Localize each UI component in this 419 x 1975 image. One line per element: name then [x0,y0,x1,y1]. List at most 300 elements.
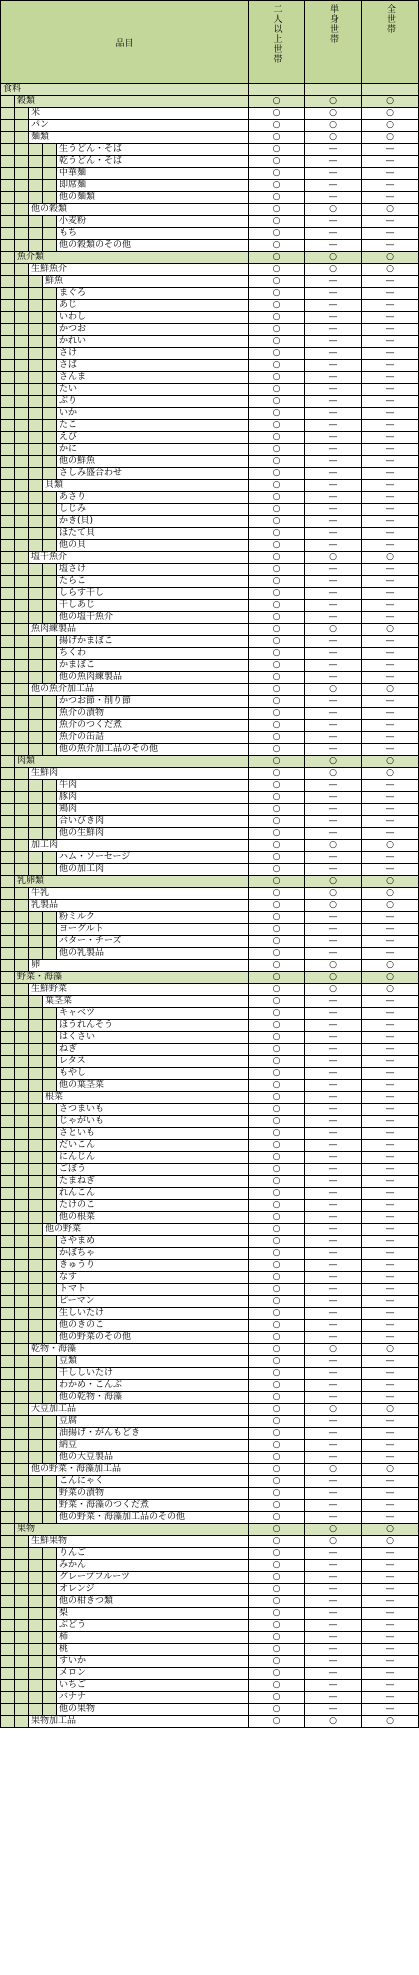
indent-cell [15,852,29,863]
indent-cell [15,588,29,599]
item-name-cell: わかめ・こんぶ [59,1380,123,1390]
item-cell [1,1644,249,1656]
table-row [1,1056,419,1068]
single-household-mark: — [305,396,362,408]
item-cell [1,780,249,792]
indent-cell [43,1428,57,1439]
indent-cell [15,1308,29,1319]
single-household-mark: — [305,1644,362,1656]
all-households-mark: — [362,372,419,384]
indent-cell [29,240,43,251]
all-households-mark: — [362,564,419,576]
two-plus-household-mark [249,84,305,96]
item-name-cell: 桃 [59,1644,69,1654]
item-name-cell: 他の葉茎菜 [59,1080,105,1090]
table-row [1,1152,419,1164]
indent-cell [15,456,29,467]
table-row [1,1500,419,1512]
two-plus-household-mark: ○ [249,1212,305,1224]
indent-cell [15,1224,29,1235]
single-household-mark: — [305,588,362,600]
indent-cell [43,408,57,419]
indent-cell [29,708,43,719]
indent-cell [29,672,43,683]
item-name-cell: 他の野菜・海藻加工品のその他 [59,1512,186,1522]
single-household-mark: — [305,456,362,468]
indent-cell [29,456,43,467]
indent-cell [15,288,29,299]
indent-cell [29,1308,43,1319]
all-households-mark: — [362,804,419,816]
table-row [1,1008,419,1020]
indent-cell [29,444,43,455]
all-households-mark: — [362,1596,419,1608]
table-row [1,792,419,804]
two-plus-household-mark: ○ [249,1128,305,1140]
two-plus-household-mark: ○ [249,408,305,420]
indent-cell [29,996,43,1007]
two-plus-household-mark: ○ [249,1032,305,1044]
all-households-mark: — [362,432,419,444]
indent-cell [15,1572,29,1583]
indent-cell [43,300,57,311]
table-row [1,1440,419,1452]
indent-cell [43,612,57,623]
two-plus-household-mark: ○ [249,1056,305,1068]
indent-cell [43,1272,57,1283]
two-plus-household-mark: ○ [249,252,305,264]
single-household-mark: — [305,1452,362,1464]
indent-cell [29,660,43,671]
indent-cell [1,1356,15,1367]
item-name-cell: もやし [59,1068,87,1078]
single-household-mark: — [305,1704,362,1716]
two-plus-household-mark: ○ [249,1548,305,1560]
all-households-mark: — [362,408,419,420]
item-cell [1,192,249,204]
item-cell [1,1620,249,1632]
item-name-cell: さけ [59,348,78,358]
two-plus-household-mark: ○ [249,228,305,240]
table-row [1,456,419,468]
table-row [1,396,419,408]
indent-cell [15,564,29,575]
item-name-cell: ぶどう [59,1620,87,1630]
all-households-mark: — [362,636,419,648]
table-row [1,1452,419,1464]
indent-cell [15,924,29,935]
indent-cell [15,1188,29,1199]
indent-cell [29,1188,43,1199]
item-name-cell: にんじん [59,1152,96,1162]
item-name-cell: じゃがいも [59,1116,105,1126]
single-household-mark: — [305,1080,362,1092]
indent-cell [43,1656,57,1667]
indent-cell [15,264,29,275]
indent-cell [43,816,57,827]
two-plus-household-mark: ○ [249,132,305,144]
indent-cell [43,1248,57,1259]
item-cell [1,1284,249,1296]
table-row [1,1296,419,1308]
indent-cell [15,480,29,491]
all-households-mark: — [362,1692,419,1704]
single-household-mark: — [305,1008,362,1020]
two-plus-household-mark: ○ [249,840,305,852]
item-name-cell: かつお [59,324,87,334]
single-household-mark: ○ [305,120,362,132]
table-row [1,972,419,984]
table-row [1,300,419,312]
table-row [1,552,419,564]
single-household-mark: — [305,1224,362,1236]
single-household-mark: — [305,648,362,660]
two-plus-household-mark: ○ [249,696,305,708]
indent-cell [15,1032,29,1043]
indent-cell [29,300,43,311]
item-name-cell: 肉類 [17,756,36,766]
two-plus-household-mark: ○ [249,108,305,120]
indent-cell [43,1632,57,1643]
table-row [1,816,419,828]
indent-cell [15,1284,29,1295]
all-households-mark: — [362,792,419,804]
indent-cell [1,1608,15,1619]
all-households-mark: — [362,1572,419,1584]
item-name-cell: 他の加工肉 [59,864,105,874]
item-cell [1,1656,249,1668]
table-body [1,84,419,1728]
single-household-mark: — [305,372,362,384]
indent-cell [15,1272,29,1283]
item-cell [1,168,249,180]
two-plus-household-mark: ○ [249,1272,305,1284]
indent-cell [29,612,43,623]
two-plus-household-mark: ○ [249,552,305,564]
single-household-mark: — [305,228,362,240]
indent-cell [43,1116,57,1127]
two-plus-household-mark: ○ [249,1716,305,1728]
table-row [1,540,419,552]
table-row [1,192,419,204]
table-row [1,1320,419,1332]
indent-cell [15,792,29,803]
item-cell [1,120,249,132]
indent-cell [29,852,43,863]
two-plus-household-mark: ○ [249,1428,305,1440]
table-row [1,1476,419,1488]
single-household-mark: — [305,1296,362,1308]
all-households-mark: ○ [362,684,419,696]
item-name-cell: 中華麺 [59,168,87,178]
single-household-mark: — [305,420,362,432]
item-cell [1,624,249,636]
item-cell [1,1500,249,1512]
indent-cell [1,264,15,275]
all-households-mark: — [362,1164,419,1176]
all-households-mark: — [362,1200,419,1212]
indent-cell [1,1200,15,1211]
all-households-mark: — [362,192,419,204]
item-name-cell: 他の魚介加工品のその他 [59,744,159,754]
indent-cell [43,504,57,515]
indent-cell [29,720,43,731]
all-households-mark: ○ [362,252,419,264]
item-cell [1,588,249,600]
indent-cell [1,732,15,743]
indent-cell [1,1044,15,1055]
indent-cell [29,780,43,791]
two-plus-household-mark: ○ [249,300,305,312]
single-household-mark: — [305,1440,362,1452]
single-household-mark: — [305,1212,362,1224]
item-name-cell: さんま [59,372,87,382]
all-households-mark: — [362,504,419,516]
two-plus-household-mark: ○ [249,168,305,180]
item-name-cell: かき(貝) [59,516,94,526]
indent-cell [15,984,29,995]
item-name-cell: いか [59,408,78,418]
indent-cell [15,600,29,611]
indent-cell [1,1392,15,1403]
indent-cell [43,1020,57,1031]
indent-cell [29,1668,43,1679]
table-row [1,1224,419,1236]
indent-cell [1,696,15,707]
single-household-mark: — [305,504,362,516]
item-cell [1,1176,249,1188]
table-row [1,576,419,588]
indent-cell [1,288,15,299]
table-row [1,1236,419,1248]
item-cell [1,564,249,576]
single-household-mark: — [305,1416,362,1428]
indent-cell [1,1104,15,1115]
single-household-mark: ○ [305,1464,362,1476]
item-cell [1,1248,249,1260]
table-row [1,1308,419,1320]
indent-cell [15,168,29,179]
table-row [1,948,419,960]
all-households-mark: — [362,1020,419,1032]
all-households-mark: ○ [362,1716,419,1728]
item-name-cell: 魚介の漬物 [59,708,105,718]
table-row [1,1392,419,1404]
indent-cell [15,1044,29,1055]
all-households-mark: — [362,444,419,456]
table-row [1,624,419,636]
indent-cell [29,336,43,347]
item-name-cell: 豆腐 [59,1416,78,1426]
item-cell [1,1572,249,1584]
table-row [1,648,419,660]
item-cell [1,1548,249,1560]
indent-cell [15,276,29,287]
indent-cell [1,1404,15,1415]
item-name-cell: バナナ [59,1692,87,1702]
single-household-mark: — [305,672,362,684]
item-name-cell: 他の穀類 [31,204,68,214]
item-cell [1,804,249,816]
item-cell [1,888,249,900]
item-cell [1,984,249,996]
two-plus-household-mark: ○ [249,744,305,756]
indent-cell [15,1416,29,1427]
indent-cell [43,1080,57,1091]
indent-cell [15,1548,29,1559]
table-row [1,444,419,456]
all-households-mark: — [362,360,419,372]
indent-cell [15,192,29,203]
indent-cell [29,1272,43,1283]
item-cell [1,240,249,252]
indent-cell [43,432,57,443]
table-row [1,1620,419,1632]
indent-cell [29,348,43,359]
indent-cell [15,312,29,323]
indent-cell [15,156,29,167]
item-cell [1,1308,249,1320]
item-name-cell: 大豆加工品 [31,1404,77,1414]
table-row [1,1464,419,1476]
item-cell [1,948,249,960]
two-plus-household-mark: ○ [249,336,305,348]
all-households-mark: ○ [362,264,419,276]
table-row [1,312,419,324]
single-household-mark: — [305,612,362,624]
indent-cell [1,192,15,203]
indent-cell [1,756,15,767]
indent-cell [15,816,29,827]
indent-cell [29,1236,43,1247]
two-plus-household-mark: ○ [249,468,305,480]
indent-cell [15,1488,29,1499]
item-name-cell: 他の根菜 [59,1212,96,1222]
all-households-mark: — [362,996,419,1008]
indent-cell [15,1440,29,1451]
table-row [1,696,419,708]
item-name-cell: さといも [59,1128,96,1138]
indent-cell [29,432,43,443]
all-households-mark: ○ [362,900,419,912]
item-cell [1,1380,249,1392]
indent-cell [1,780,15,791]
single-household-mark: — [305,780,362,792]
single-household-mark: — [305,912,362,924]
item-cell [1,876,249,888]
indent-cell [1,1488,15,1499]
two-plus-household-mark: ○ [249,1656,305,1668]
single-household-mark: — [305,324,362,336]
indent-cell [15,1332,29,1343]
indent-cell [1,396,15,407]
single-household-mark [305,84,362,96]
item-name-cell: たまねぎ [59,1176,96,1186]
indent-cell [43,924,57,935]
table-row [1,276,419,288]
single-household-mark: ○ [305,1404,362,1416]
indent-cell [43,1692,57,1703]
all-households-mark: — [362,780,419,792]
indent-cell [15,1632,29,1643]
item-cell [1,1716,249,1728]
table-row [1,1332,419,1344]
single-household-mark: ○ [305,264,362,276]
indent-cell [43,864,57,875]
indent-cell [15,516,29,527]
two-plus-household-mark: ○ [249,456,305,468]
all-households-mark: — [362,1032,419,1044]
all-households-mark: — [362,1080,419,1092]
two-plus-household-mark: ○ [249,924,305,936]
all-households-mark: ○ [362,960,419,972]
two-plus-household-mark: ○ [249,1392,305,1404]
all-households-mark: — [362,924,419,936]
indent-cell [15,960,29,971]
indent-cell [29,492,43,503]
item-name-cell: りんご [59,1548,87,1558]
indent-cell [1,1032,15,1043]
two-plus-household-mark: ○ [249,1092,305,1104]
single-household-mark: — [305,660,362,672]
indent-cell [15,996,29,1007]
two-plus-household-mark: ○ [249,192,305,204]
indent-cell [15,1020,29,1031]
item-name-cell: ぶり [59,396,78,406]
indent-cell [1,216,15,227]
all-households-mark: — [362,1176,419,1188]
indent-cell [29,576,43,587]
table-row [1,120,419,132]
item-name-cell: 他の大豆製品 [59,1452,114,1462]
indent-cell [1,624,15,635]
item-cell [1,420,249,432]
indent-cell [43,348,57,359]
indent-cell [15,444,29,455]
indent-cell [29,1164,43,1175]
indent-cell [15,1512,29,1523]
all-households-mark: — [362,300,419,312]
all-households-mark: — [362,1116,419,1128]
two-plus-household-mark: ○ [249,684,305,696]
item-name-cell: 他の麺類 [59,192,96,202]
item-cell [1,1128,249,1140]
item-name-cell: ほうれんそう [59,1020,114,1030]
indent-cell [43,1440,57,1451]
indent-cell [1,96,15,107]
table-row [1,372,419,384]
single-household-mark: — [305,1368,362,1380]
indent-cell [43,180,57,191]
item-name-cell: かに [59,444,78,454]
single-household-mark: — [305,468,362,480]
item-name-cell: 豚肉 [59,792,78,802]
all-households-mark: — [362,1560,419,1572]
single-household-mark: — [305,1584,362,1596]
two-plus-household-mark: ○ [249,1476,305,1488]
indent-cell [1,660,15,671]
item-name-cell: 他の貝 [59,540,87,550]
indent-cell [29,312,43,323]
item-cell [1,552,249,564]
all-households-mark: ○ [362,1524,419,1536]
indent-cell [1,456,15,467]
single-household-mark: — [305,444,362,456]
single-household-mark: — [305,336,362,348]
two-plus-household-mark: ○ [249,624,305,636]
table-row [1,708,419,720]
item-name-cell: 柿 [59,1632,69,1642]
